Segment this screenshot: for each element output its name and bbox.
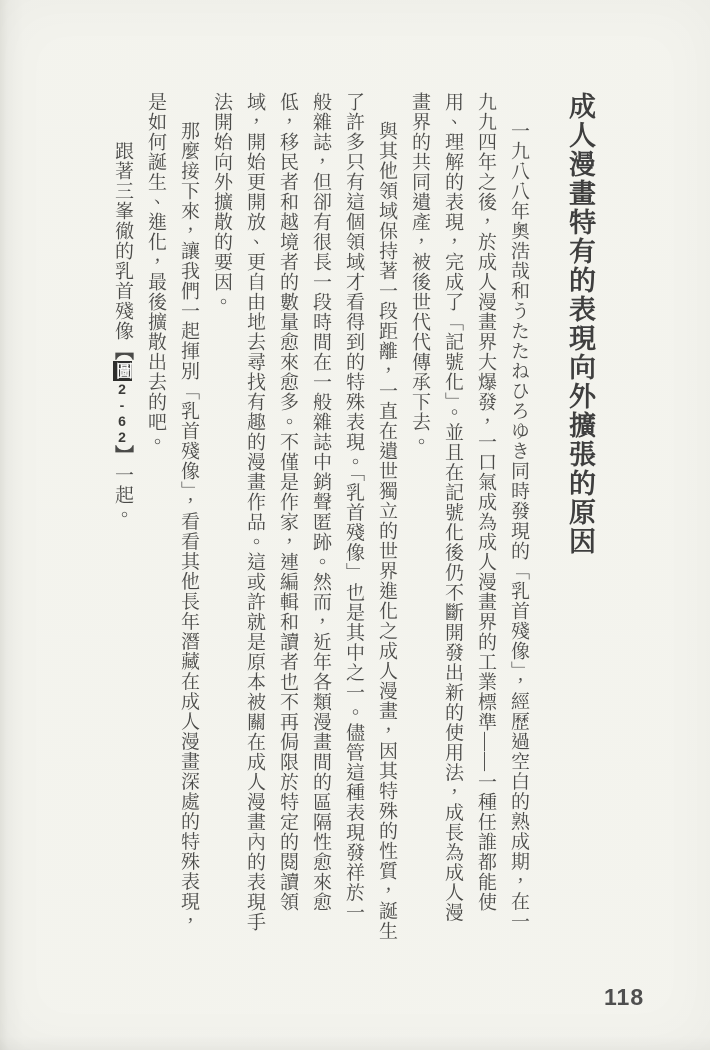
bracket-close: 】 <box>112 445 133 466</box>
article <box>105 92 622 942</box>
chapter-title: 成人漫畫特有的表現向外擴張的原因 <box>565 92 595 556</box>
closing-text-after: 一起。 <box>112 465 133 526</box>
bracket-open: 【 <box>112 341 133 362</box>
paragraph: 那麼接下來，讓我們一起揮別「乳首殘像」，看看其他長年潛藏在成人漫畫深處的特殊表現，是如何誕生、進化，最後擴散出去的吧。 <box>145 92 199 931</box>
paragraph: 一九八八年奧浩哉和うたたねひろゆき同時發現的「乳首殘像」，經歷過空白的熟成期，在一九九四年之後，於成人漫畫界大爆發，一口氣成為成人漫畫界的工業標準——一種任誰都能使用、理解的表現，完成了「記號化」。並且在記號化後仍不斷開發出新的使用法，成長為成人漫畫界的共同遺產，被後世代代傳承下去。 <box>409 92 529 931</box>
figure-reference <box>112 341 133 465</box>
paragraph-closing <box>105 92 139 942</box>
paragraph: 與其他領域保持著一段距離，一直在遺世獨立的世界進化之成人漫畫，因其特殊的性質，誕生了許多只有這個領域才看得到的特殊表現。「乳首殘像」也是其中之一。儘管這種表現發祥於一般雜誌，但卻有很長一段時間在一般雜誌中銷聲匿跡。然而，近年各類漫畫間的區隔性愈來愈低，移民者和越境者的數量愈來愈多。不僅是作家，連編輯和讀者也不再侷限於特定的閱讀領域，開始更開放、更自由地去尋找有趣的漫畫作品。這或許就是原本被關在成人漫畫內的表現手法開始向外擴散的要因。 <box>211 92 397 941</box>
figure-number: 2-62 <box>114 381 130 446</box>
closing-text-before: 跟著三峯徹的乳首殘像 <box>112 141 133 342</box>
figure-label: 圖 <box>113 362 132 381</box>
page-number: 118 <box>604 984 645 1010</box>
article-body <box>105 92 535 942</box>
